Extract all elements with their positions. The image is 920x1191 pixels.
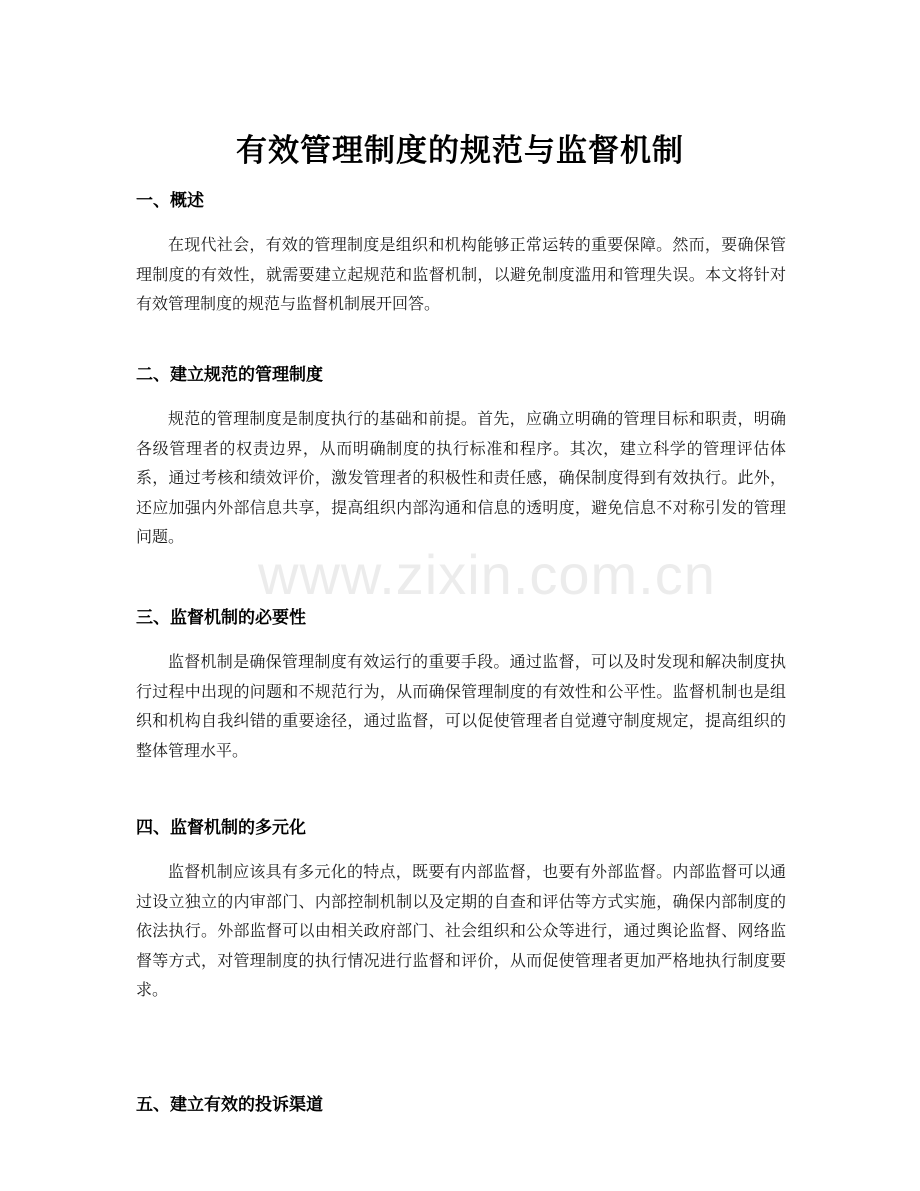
section-heading: 三、监督机制的必要性 [136,608,306,628]
section-heading: 四、监督机制的多元化 [136,818,306,838]
section-paragraph: 监督机制应该具有多元化的特点，既要有内部监督，也要有外部监督。内部监督可以通过设立独立的内审部门、内部控制机制以及定期的自查和评估等方式实施，确保内部制度的依法执行。外部监督可以由相关政府部门、社会组织和公众等进行，通过舆论监督、网络监督等方式，对管理制度的执行情况进行监督和评价，从而促使管理者更加严格地执行制度要求。 [136,862,786,999]
section-overview [136,189,786,319]
section-heading: 五、建立有效的投诉渠道 [136,1095,323,1115]
section-paragraph: 规范的管理制度是制度执行的基础和前提。首先，应确立明确的管理目标和职责，明确各级管理者的权责边界，从而明确制度的执行标准和程序。其次，建立科学的管理评估体系，通过考核和绩效评价，激发管理者的积极性和责任感，确保制度得到有效执行。此外，还应加强内外部信息共享，提高组织内部沟通和信息的透明度，避免信息不对称引发的管理问题。 [136,409,786,546]
section-paragraph: 在现代社会，有效的管理制度是组织和机构能够正常运转的重要保障。然而，要确保管理制度的有效性，就需要建立起规范和监督机制，以避免制度滥用和管理失误。本文将针对有效管理制度的规范与监督机制展开回答。 [136,235,786,313]
section-establish-standard [136,363,786,552]
section-heading: 二、建立规范的管理制度 [136,365,323,385]
document-title: 有效管理制度的规范与监督机制 [236,132,684,169]
section-heading: 一、概述 [136,191,204,211]
section-complaint-channel [136,1093,786,1117]
section-supervision-necessity [136,606,786,765]
watermark-text: www.zixin.com.cn [258,543,716,606]
section-paragraph: 监督机制是确保管理制度有效运行的重要手段。通过监督，可以及时发现和解决制度执行过程中出现的问题和不规范行为，从而确保管理制度的有效性和公平性。监督机制也是组织和机构自我纠错的重要途径，通过监督，可以促使管理者自觉遵守制度规定，提高组织的整体管理水平。 [136,652,786,760]
section-supervision-diversification [136,816,786,1005]
